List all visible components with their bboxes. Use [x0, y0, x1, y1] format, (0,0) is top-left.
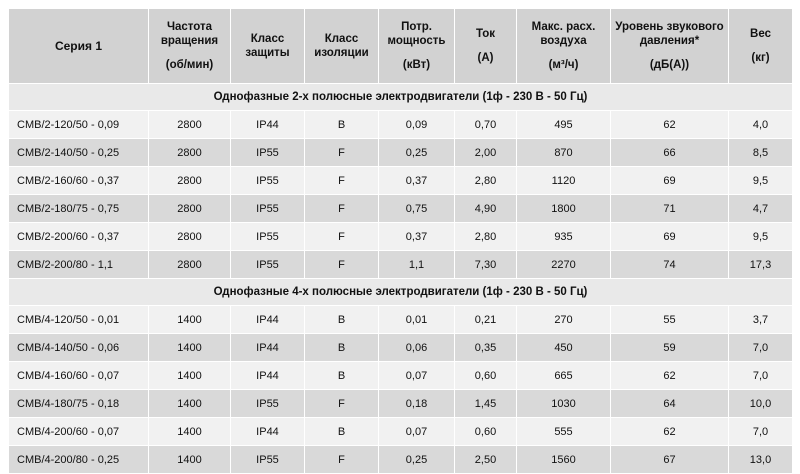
cell-max-airflow: 1120 [517, 167, 611, 195]
cell-weight: 7,0 [729, 334, 793, 362]
table-row [9, 390, 793, 418]
cell-protection-class: IP55 [231, 446, 305, 474]
cell-weight: 9,5 [729, 223, 793, 251]
cell-protection-class: IP55 [231, 251, 305, 279]
cell-weight: 10,0 [729, 390, 793, 418]
cell-model: CMB/2-160/60 - 0,37 [9, 167, 149, 195]
cell-power: 0,75 [379, 195, 455, 223]
column-header-rotation-speed [149, 9, 231, 84]
cell-current: 0,35 [455, 334, 517, 362]
column-title: Серия 1 [54, 38, 103, 53]
table-row [9, 195, 793, 223]
motor-specifications-table [8, 8, 793, 474]
cell-power: 0,06 [379, 334, 455, 362]
cell-insulation-class: B [305, 111, 379, 139]
cell-rotation-speed: 1400 [149, 446, 231, 474]
cell-model: CMB/4-160/60 - 0,07 [9, 362, 149, 390]
cell-power: 0,37 [379, 223, 455, 251]
cell-current: 2,00 [455, 139, 517, 167]
table-row [9, 111, 793, 139]
table-header [9, 9, 793, 84]
column-title: Класс защиты [245, 32, 290, 59]
cell-current: 0,60 [455, 362, 517, 390]
cell-protection-class: IP55 [231, 390, 305, 418]
cell-sound-pressure: 69 [611, 167, 729, 195]
table-row [9, 251, 793, 279]
cell-model: CMB/2-200/60 - 0,37 [9, 223, 149, 251]
table-row [9, 306, 793, 334]
cell-weight: 3,7 [729, 306, 793, 334]
cell-insulation-class: F [305, 139, 379, 167]
cell-rotation-speed: 1400 [149, 334, 231, 362]
cell-sound-pressure: 59 [611, 334, 729, 362]
column-header-max-airflow [517, 9, 611, 84]
cell-current: 0,70 [455, 111, 517, 139]
cell-model: CMB/2-120/50 - 0,09 [9, 111, 149, 139]
column-title: Уровень звукового давления* [615, 20, 724, 48]
cell-weight: 9,5 [729, 167, 793, 195]
column-header-protection-class [231, 9, 305, 84]
cell-rotation-speed: 2800 [149, 167, 231, 195]
cell-max-airflow: 935 [517, 223, 611, 251]
table-row [9, 334, 793, 362]
column-title: Макс. расх. воздуха [531, 20, 596, 48]
cell-rotation-speed: 2800 [149, 139, 231, 167]
cell-protection-class: IP44 [231, 418, 305, 446]
cell-model: CMB/4-120/50 - 0,01 [9, 306, 149, 334]
cell-power: 0,09 [379, 111, 455, 139]
table-row [9, 223, 793, 251]
cell-insulation-class: F [305, 251, 379, 279]
cell-max-airflow: 665 [517, 362, 611, 390]
cell-rotation-speed: 2800 [149, 195, 231, 223]
section-header-row [9, 84, 793, 111]
cell-current: 2,50 [455, 446, 517, 474]
cell-power: 0,18 [379, 390, 455, 418]
cell-protection-class: IP55 [231, 223, 305, 251]
column-unit: (кг) [751, 51, 770, 64]
cell-power: 0,01 [379, 306, 455, 334]
column-title: Частота вращения [160, 20, 219, 48]
column-unit: (дБ(А)) [649, 58, 690, 71]
cell-insulation-class: F [305, 446, 379, 474]
cell-max-airflow: 1030 [517, 390, 611, 418]
cell-insulation-class: F [305, 167, 379, 195]
table-row [9, 418, 793, 446]
cell-sound-pressure: 64 [611, 390, 729, 418]
column-header-sound-pressure [611, 9, 729, 84]
cell-model: CMB/4-140/50 - 0,06 [9, 334, 149, 362]
cell-power: 0,37 [379, 167, 455, 195]
section-header-row [9, 279, 793, 306]
cell-insulation-class: B [305, 362, 379, 390]
column-unit: (м³/ч) [548, 58, 579, 71]
cell-model: CMB/2-140/50 - 0,25 [9, 139, 149, 167]
cell-max-airflow: 270 [517, 306, 611, 334]
cell-sound-pressure: 71 [611, 195, 729, 223]
cell-weight: 4,7 [729, 195, 793, 223]
cell-insulation-class: B [305, 334, 379, 362]
cell-insulation-class: B [305, 306, 379, 334]
cell-protection-class: IP44 [231, 334, 305, 362]
section-title: Однофазные 4-х полюсные электродвигатели (1ф - 230 В - 50 Гц) [9, 279, 793, 306]
cell-rotation-speed: 1400 [149, 362, 231, 390]
cell-rotation-speed: 1400 [149, 390, 231, 418]
table-body [9, 84, 793, 474]
cell-model: CMB/4-200/60 - 0,07 [9, 418, 149, 446]
cell-max-airflow: 450 [517, 334, 611, 362]
cell-protection-class: IP44 [231, 306, 305, 334]
cell-sound-pressure: 62 [611, 418, 729, 446]
cell-current: 1,45 [455, 390, 517, 418]
cell-rotation-speed: 2800 [149, 111, 231, 139]
cell-max-airflow: 1800 [517, 195, 611, 223]
cell-model: CMB/4-200/80 - 0,25 [9, 446, 149, 474]
cell-max-airflow: 495 [517, 111, 611, 139]
cell-protection-class: IP44 [231, 111, 305, 139]
cell-sound-pressure: 55 [611, 306, 729, 334]
cell-insulation-class: F [305, 195, 379, 223]
cell-current: 4,90 [455, 195, 517, 223]
cell-weight: 17,3 [729, 251, 793, 279]
cell-sound-pressure: 66 [611, 139, 729, 167]
cell-protection-class: IP55 [231, 195, 305, 223]
cell-protection-class: IP44 [231, 362, 305, 390]
column-header-series [9, 9, 149, 84]
cell-insulation-class: F [305, 223, 379, 251]
cell-sound-pressure: 62 [611, 111, 729, 139]
column-header-power [379, 9, 455, 84]
column-title: Ток [475, 28, 496, 41]
column-header-weight [729, 9, 793, 84]
cell-power: 0,07 [379, 418, 455, 446]
column-title: Потр. мощность [387, 20, 446, 48]
cell-current: 0,21 [455, 306, 517, 334]
section-title: Однофазные 2-х полюсные электродвигатели (1ф - 230 В - 50 Гц) [9, 84, 793, 111]
cell-sound-pressure: 62 [611, 362, 729, 390]
column-unit: (об/мин) [165, 58, 214, 71]
cell-max-airflow: 870 [517, 139, 611, 167]
cell-power: 0,25 [379, 446, 455, 474]
cell-sound-pressure: 69 [611, 223, 729, 251]
cell-protection-class: IP55 [231, 139, 305, 167]
cell-weight: 4,0 [729, 111, 793, 139]
cell-max-airflow: 1560 [517, 446, 611, 474]
cell-insulation-class: F [305, 390, 379, 418]
cell-power: 0,25 [379, 139, 455, 167]
cell-weight: 13,0 [729, 446, 793, 474]
column-title: Класс изоляции [314, 32, 369, 59]
column-unit: (А) [477, 51, 494, 64]
cell-weight: 7,0 [729, 418, 793, 446]
table-row [9, 362, 793, 390]
cell-max-airflow: 2270 [517, 251, 611, 279]
cell-protection-class: IP55 [231, 167, 305, 195]
cell-current: 7,30 [455, 251, 517, 279]
cell-model: CMB/2-200/80 - 1,1 [9, 251, 149, 279]
cell-current: 2,80 [455, 223, 517, 251]
cell-max-airflow: 555 [517, 418, 611, 446]
cell-rotation-speed: 1400 [149, 418, 231, 446]
cell-current: 0,60 [455, 418, 517, 446]
header-row [9, 9, 793, 84]
cell-insulation-class: B [305, 418, 379, 446]
cell-weight: 7,0 [729, 362, 793, 390]
cell-power: 1,1 [379, 251, 455, 279]
cell-model: CMB/2-180/75 - 0,75 [9, 195, 149, 223]
cell-model: CMB/4-180/75 - 0,18 [9, 390, 149, 418]
cell-weight: 8,5 [729, 139, 793, 167]
cell-rotation-speed: 2800 [149, 251, 231, 279]
cell-rotation-speed: 2800 [149, 223, 231, 251]
cell-rotation-speed: 1400 [149, 306, 231, 334]
table-row [9, 139, 793, 167]
cell-sound-pressure: 74 [611, 251, 729, 279]
cell-sound-pressure: 67 [611, 446, 729, 474]
column-header-current [455, 9, 517, 84]
column-unit: (кВт) [402, 58, 431, 71]
table-row [9, 167, 793, 195]
column-header-insulation-class [305, 9, 379, 84]
column-title: Вес [750, 28, 771, 41]
cell-power: 0,07 [379, 362, 455, 390]
cell-current: 2,80 [455, 167, 517, 195]
